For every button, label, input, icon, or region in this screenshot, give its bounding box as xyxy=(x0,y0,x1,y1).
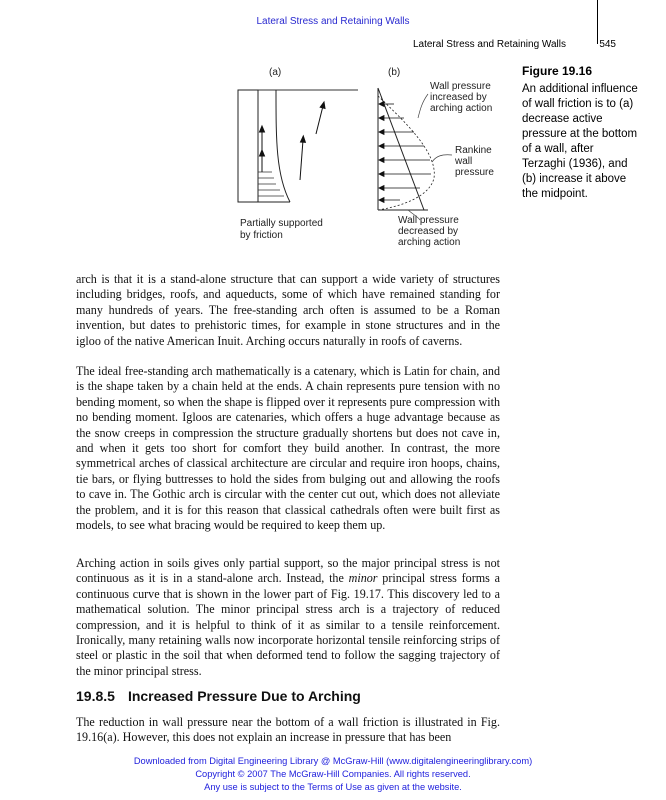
panel-a-label: (a) xyxy=(269,67,282,78)
paragraph-3-part-2: principal stress forms a continuous curve that is shown in the lower part of Fig. 19.17. This discovery led to a mathematical solution. The minor principal stress arch is a trajectory of reduced compression, and it is helpful to think of it as similar to a tensile reinforcement. Ironically, many retaining walls now incorporate horizontal tensile reinforcing strips of steel or plastic in the soil that when deformed tend to follow the sagging trajectory of the minor principal stress. xyxy=(76,571,500,678)
paragraph-4: The reduction in wall pressure near the bottom of a wall friction is illustrated in Fig. 19.16(a). However, this does not explain an increase in pressure that has been xyxy=(76,715,500,745)
label-partially-line1: Partially supported xyxy=(240,218,323,229)
section-title: Increased Pressure Due to Arching xyxy=(127,688,361,704)
figure-diagram xyxy=(228,60,513,255)
paragraph-3-emphasis: minor xyxy=(348,571,378,586)
top-link[interactable]: Lateral Stress and Retaining Walls xyxy=(256,16,410,27)
footer-terms-link[interactable]: Any use is subject to the Terms of Use as given at the website. xyxy=(204,782,462,792)
paragraph-3-part-1: Arching action in soils gives only partial support, so the major principal stress is not continuous as it is in a stand-alone arch. Instead, the xyxy=(76,556,500,586)
paragraph-1: arch is that it is a stand-alone structure that can support a wide variety of structures including bridges, roofs, and aqueducts, some of which have remained standing for many hundreds of years. The free-standing arch often is assumed to be a Roman invention, but dates to prehistoric times, for example in stone structures and in the igloo of the native American Inuit. Arching occurs naturally in roofs of caverns. xyxy=(76,272,500,348)
paragraph-2: The ideal free-standing arch mathematically is a catenary, which is Latin for chain, and is the shape taken by a chain held at the ends. A chain represents pure tension with no bending moment, so when the shape is flipped over it represents pure compression with no bending moment. Igloos are catenaries, which offers a huge advantage because as the snow creeps in compression the structure gradually shortens but does not cave in, and when it gets too short for comfort they build another. In contrast, the more symmetrical arches of classical architecture are circular and require iron hoops, chains, tie bars, or flying buttresses to hold the sides from bulging out and allowing the roofs to cave in. The Gothic arch is circular with the center cut out, which does not alleviate the problem, and it is for this reason that classical cathedrals often were built first as models, to see what bracing would be required to keep them up. xyxy=(76,364,500,533)
label-rankine-line1: Rankine xyxy=(455,145,492,156)
label-decreased-line1: Wall pressure xyxy=(398,215,459,226)
label-decreased-line3: arching action xyxy=(398,237,461,248)
panel-b-pressure-arrows xyxy=(379,102,431,203)
panel-a-wall xyxy=(238,90,358,202)
footer-download-link[interactable]: Downloaded from Digital Engineering Library @ McGraw-Hill (www.digitalengineeringlibrary.com) xyxy=(133,756,533,766)
label-partially-line2: by friction xyxy=(240,230,283,241)
header-divider xyxy=(597,0,598,44)
section-heading xyxy=(76,688,500,704)
label-increased-line3: arching action xyxy=(430,103,493,114)
footer-copyright: Copyright © 2007 The McGraw-Hill Companies. All rights reserved. xyxy=(195,769,471,779)
label-decreased-line2: decreased by xyxy=(398,226,459,237)
page-number: 545 xyxy=(599,39,616,50)
label-increased-line1: Wall pressure xyxy=(430,81,491,92)
caption-text: An additional influence of wall friction is to (a) decrease active pressure at the bottom of a wall, after Terzaghi (1936), and (b) increase it above the midpoint. xyxy=(522,83,638,200)
section-number: 19.8.5 xyxy=(76,688,115,704)
figure-19-16 xyxy=(228,60,513,255)
panel-a-curves xyxy=(258,90,290,202)
caption-title: Figure 19.16 xyxy=(522,64,593,78)
footer xyxy=(0,755,666,794)
label-rankine-line3: pressure xyxy=(455,167,494,178)
paragraph-3 xyxy=(76,556,500,679)
panel-a-arrows xyxy=(260,102,326,180)
panel-b-label: (b) xyxy=(388,67,401,78)
panel-b-wall xyxy=(378,88,434,210)
label-rankine-line2: wall xyxy=(455,156,473,167)
figure-caption xyxy=(522,64,640,202)
label-increased-line2: increased by xyxy=(430,92,487,103)
running-head: Lateral Stress and Retaining Walls xyxy=(412,39,566,50)
